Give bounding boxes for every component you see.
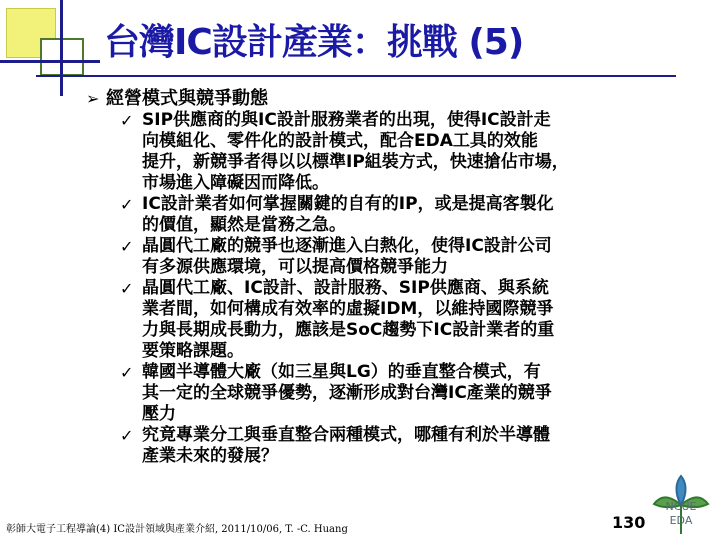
section-heading bbox=[86, 84, 268, 110]
bullet-text-line: 其一定的全球競爭優勢，逐漸形成對台灣IC產業的競爭 bbox=[142, 383, 552, 403]
slide-title: 台灣IC設計產業：挑戰 (5) bbox=[104, 22, 524, 63]
logo-text-line2: EDA bbox=[669, 514, 693, 527]
decorative-vertical-line bbox=[60, 0, 63, 96]
bullet-text-line: 要策略課題。 bbox=[142, 341, 244, 361]
bullet-text-line: 業者間，如何構成有效率的虛擬IDM，以維持國際競爭 bbox=[142, 299, 554, 319]
checkmark-icon: ✓ bbox=[120, 279, 134, 298]
bullet-text-line: 向模組化、零件化的設計模式，配合EDA工具的效能 bbox=[142, 131, 538, 151]
decorative-frame bbox=[0, 0, 100, 100]
arrow-right-icon: ➢ bbox=[86, 89, 100, 108]
bullet-text-line: 力與長期成長動力，應該是SoC趨勢下IC設計業者的重 bbox=[142, 320, 555, 340]
checkmark-icon: ✓ bbox=[120, 426, 134, 445]
section-heading-text: 經營模式與競爭動態 bbox=[106, 88, 268, 109]
ncue-eda-logo bbox=[648, 474, 714, 536]
title-divider bbox=[36, 75, 676, 77]
bullet-text-line: 產業未來的發展？ bbox=[142, 446, 278, 466]
checkmark-icon: ✓ bbox=[120, 195, 134, 214]
footer-text: 彰師大電子工程導論(4) IC設計領域與產業介紹, 2011/10/06, T. -C. Huang bbox=[6, 524, 348, 535]
bullet-item bbox=[120, 278, 680, 362]
bullet-item bbox=[120, 194, 680, 236]
page-number: 130 bbox=[612, 513, 646, 532]
bullet-text-line: 的價值，顯然是當務之急。 bbox=[142, 215, 346, 235]
logo-text-line1: NCUE bbox=[665, 500, 697, 513]
bullet-text-line: 晶圓代工廠的競爭也逐漸進入白熱化，使得IC設計公司 bbox=[142, 236, 552, 256]
bullet-item bbox=[120, 236, 680, 278]
bullet-item bbox=[120, 110, 680, 194]
bullet-text-line: 市場進入障礙因而降低。 bbox=[142, 173, 329, 193]
bullet-text-line: 提升，新競爭者得以以標準IP組裝方式，快速搶佔市場， bbox=[142, 152, 569, 172]
bullet-text-line: 有多源供應環境，可以提高價格競爭能力 bbox=[142, 257, 448, 277]
bullet-item bbox=[120, 425, 680, 467]
checkmark-icon: ✓ bbox=[120, 237, 134, 256]
checkmark-icon: ✓ bbox=[120, 363, 134, 382]
decorative-horizontal-line bbox=[0, 60, 100, 63]
bullet-text-line: SIP供應商的與IC設計服務業者的出現，使得IC設計走 bbox=[142, 110, 551, 130]
bullet-text-line: 韓國半導體大廠（如三星與LG）的垂直整合模式，有 bbox=[142, 362, 541, 382]
bullet-text-line: IC設計業者如何掌握關鍵的自有的IP，或是提高客製化 bbox=[142, 194, 554, 214]
bullet-text-line: 壓力 bbox=[142, 404, 176, 424]
bullet-item bbox=[120, 362, 680, 425]
bullet-text-line: 究竟專業分工與垂直整合兩種模式，哪種有利於半導體 bbox=[142, 425, 550, 445]
checkmark-icon: ✓ bbox=[120, 111, 134, 130]
bullet-text-line: 晶圓代工廠、IC設計、設計服務、SIP供應商、與系統 bbox=[142, 278, 549, 298]
bullet-list bbox=[120, 110, 680, 467]
